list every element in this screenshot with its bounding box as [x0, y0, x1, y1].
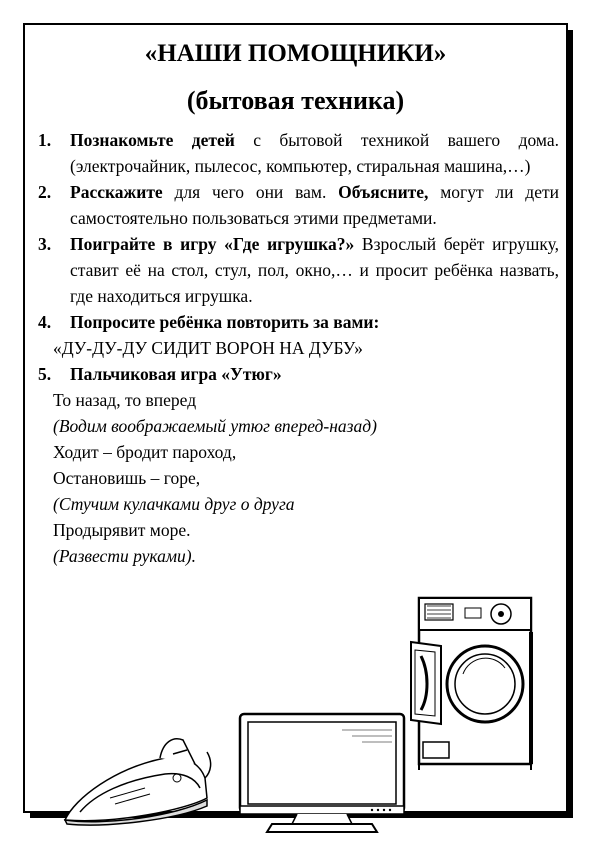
list-item	[38, 179, 559, 231]
item-bold: Познакомьте детей	[70, 130, 235, 150]
poem-instruction: (Стучим кулачками друг о друга	[53, 494, 295, 514]
finger-game-poem	[53, 387, 559, 569]
item-body-2: могут ли дети самостоятельно пользоваться этими предметами.	[70, 182, 559, 228]
item-number: 1.	[38, 130, 52, 150]
page-title: «НАШИ ПОМОЩНИКИ»	[144, 40, 447, 67]
frame-shadow-right	[568, 30, 573, 818]
tips-list	[38, 127, 559, 569]
item-number: 3.	[38, 234, 52, 254]
item-number: 2.	[38, 182, 52, 202]
tv-icon	[232, 710, 412, 835]
item-number: 5.	[38, 364, 52, 384]
list-item	[38, 231, 559, 309]
item-number: 4.	[38, 312, 52, 332]
list-item	[38, 127, 559, 179]
item-text	[70, 231, 559, 309]
poem-instruction: (Водим воображаемый утюг вперед-назад)	[53, 416, 377, 436]
item-bold: Попросите ребёнка повторить за вами:	[70, 312, 380, 332]
washing-machine-icon	[405, 592, 545, 772]
page-subtitle: (бытовая техника)	[186, 86, 405, 115]
item-bold: Поиграйте в игру «Где игрушка?»	[70, 234, 355, 254]
item-text	[70, 361, 559, 387]
item-body: для чего они вам.	[162, 182, 339, 202]
iron-icon	[55, 728, 215, 828]
item-bold-2: Объясните,	[338, 182, 429, 202]
item-bold: Пальчиковая игра «Утюг»	[70, 364, 282, 384]
list-item	[38, 361, 559, 387]
poem-line: Ходит – бродит пароход,	[53, 442, 237, 462]
poem-line: Продырявит море.	[53, 520, 191, 540]
item-text	[70, 127, 559, 179]
poem-line: Остановишь – горе,	[53, 468, 201, 488]
item-text	[70, 179, 559, 231]
item-body: Взрослый берёт игрушку, ставит её на стол, стул, пол, окно,… и просит ребёнка назвать, где находиться игрушка.	[70, 234, 559, 306]
item-body: с бытовой техникой вашего дома. (электрочайник, пылесос, компьютер, стиральная машина,…)	[70, 130, 559, 176]
list-item	[38, 309, 559, 335]
chant-line: «ДУ-ДУ-ДУ СИДИТ ВОРОН НА ДУБУ»	[53, 338, 363, 358]
poem-instruction: (Развести руками).	[53, 546, 196, 566]
poem-line: То назад, то вперед	[53, 390, 197, 410]
item-text	[70, 309, 559, 335]
item-bold: Расскажите	[70, 182, 163, 202]
